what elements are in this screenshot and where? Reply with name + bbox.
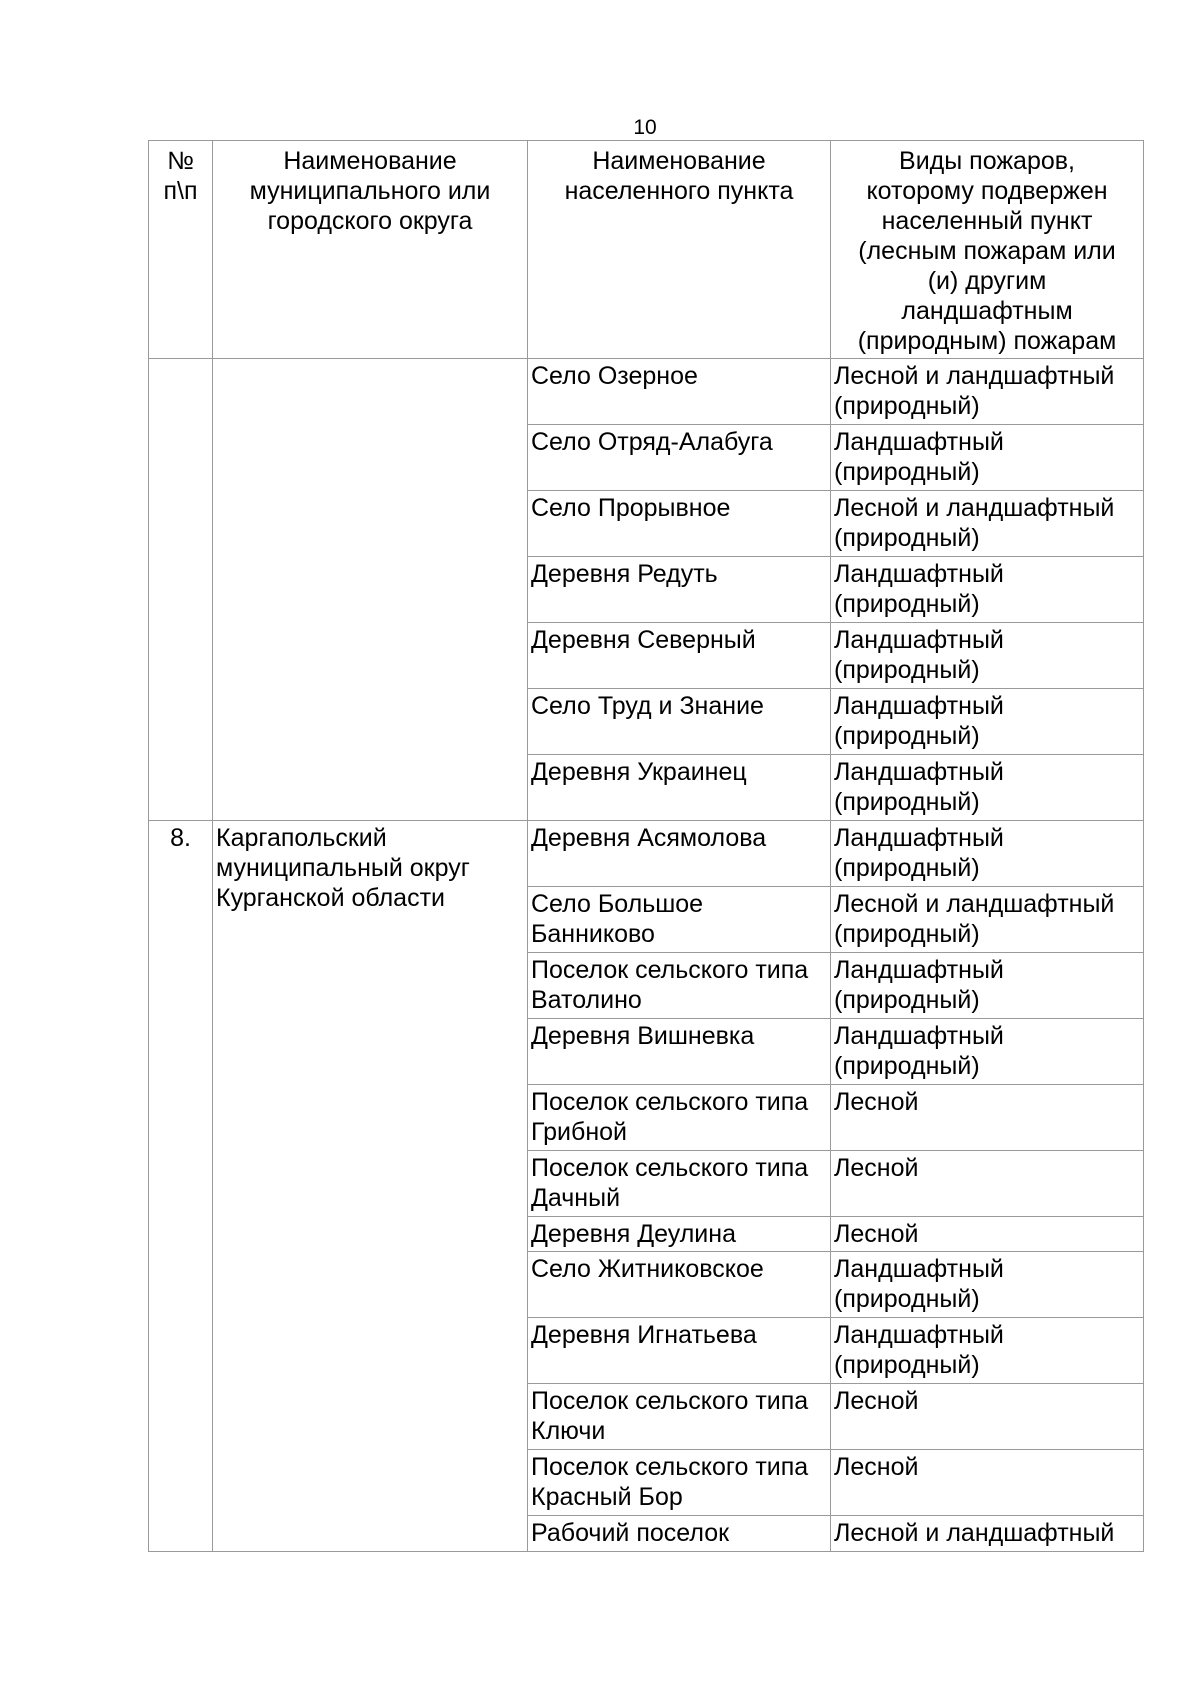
page-number: 10	[633, 116, 657, 139]
fire-type: Ландшафтный (природный)	[831, 623, 1144, 689]
table-row	[149, 821, 1144, 887]
fire-type: Ландшафтный (природный)	[831, 1318, 1144, 1384]
district-name: Каргапольский муниципальный округ Курганской области	[213, 821, 528, 1552]
settlement-name: Село Труд и Знание	[528, 689, 831, 755]
settlement-name: Деревня Деулина	[528, 1217, 831, 1252]
district-name	[213, 359, 528, 821]
fire-type: Лесной	[831, 1085, 1144, 1151]
settlement-name: Поселок сельского типа Ключи	[528, 1384, 831, 1450]
fire-type: Лесной и ландшафтный (природный)	[831, 359, 1144, 425]
fire-type: Лесной	[831, 1384, 1144, 1450]
header-number: № п\п	[149, 141, 213, 359]
header-district: Наименование муниципального или городского округа	[213, 141, 528, 359]
settlement-name: Село Большое Банниково	[528, 887, 831, 953]
settlement-name: Деревня Украинец	[528, 755, 831, 821]
fire-type: Лесной	[831, 1217, 1144, 1252]
fire-type: Лесной	[831, 1151, 1144, 1217]
header-fire-type: Виды пожаров, которому подвержен населенный пункт (лесным пожарам или (и) другим ландшафтным (природным) пожарам	[831, 141, 1144, 359]
fire-type: Лесной и ландшафтный (природный)	[831, 491, 1144, 557]
fire-type: Ландшафтный (природный)	[831, 1252, 1144, 1318]
fire-type: Ландшафтный (природный)	[831, 755, 1144, 821]
fire-type: Ландшафтный (природный)	[831, 689, 1144, 755]
fire-type: Лесной и ландшафтный	[831, 1516, 1144, 1552]
settlement-name: Село Житниковское	[528, 1252, 831, 1318]
settlement-name: Поселок сельского типа Грибной	[528, 1085, 831, 1151]
settlement-name: Деревня Асямолова	[528, 821, 831, 887]
settlement-name: Деревня Игнатьева	[528, 1318, 831, 1384]
settlement-name: Деревня Редуть	[528, 557, 831, 623]
settlement-name: Поселок сельского типа Красный Бор	[528, 1450, 831, 1516]
fire-type: Ландшафтный (природный)	[831, 953, 1144, 1019]
row-number: 8.	[149, 821, 213, 1552]
settlement-name: Деревня Вишневка	[528, 1019, 831, 1085]
table-row	[149, 359, 1144, 425]
fire-type: Ландшафтный (природный)	[831, 425, 1144, 491]
settlement-name: Село Отряд-Алабуга	[528, 425, 831, 491]
fire-type: Ландшафтный (природный)	[831, 821, 1144, 887]
settlement-name: Поселок сельского типа Дачный	[528, 1151, 831, 1217]
fire-risk-table	[148, 140, 1144, 1552]
settlement-name: Село Прорывное	[528, 491, 831, 557]
row-number	[149, 359, 213, 821]
fire-type: Лесной	[831, 1450, 1144, 1516]
header-settlement: Наименование населенного пункта	[528, 141, 831, 359]
settlement-name: Деревня Северный	[528, 623, 831, 689]
fire-type: Лесной и ландшафтный (природный)	[831, 887, 1144, 953]
fire-type: Ландшафтный (природный)	[831, 557, 1144, 623]
settlement-name: Село Озерное	[528, 359, 831, 425]
settlement-name: Рабочий поселок	[528, 1516, 831, 1552]
fire-type: Ландшафтный (природный)	[831, 1019, 1144, 1085]
settlement-name: Поселок сельского типа Ватолино	[528, 953, 831, 1019]
table-header	[149, 141, 1144, 359]
